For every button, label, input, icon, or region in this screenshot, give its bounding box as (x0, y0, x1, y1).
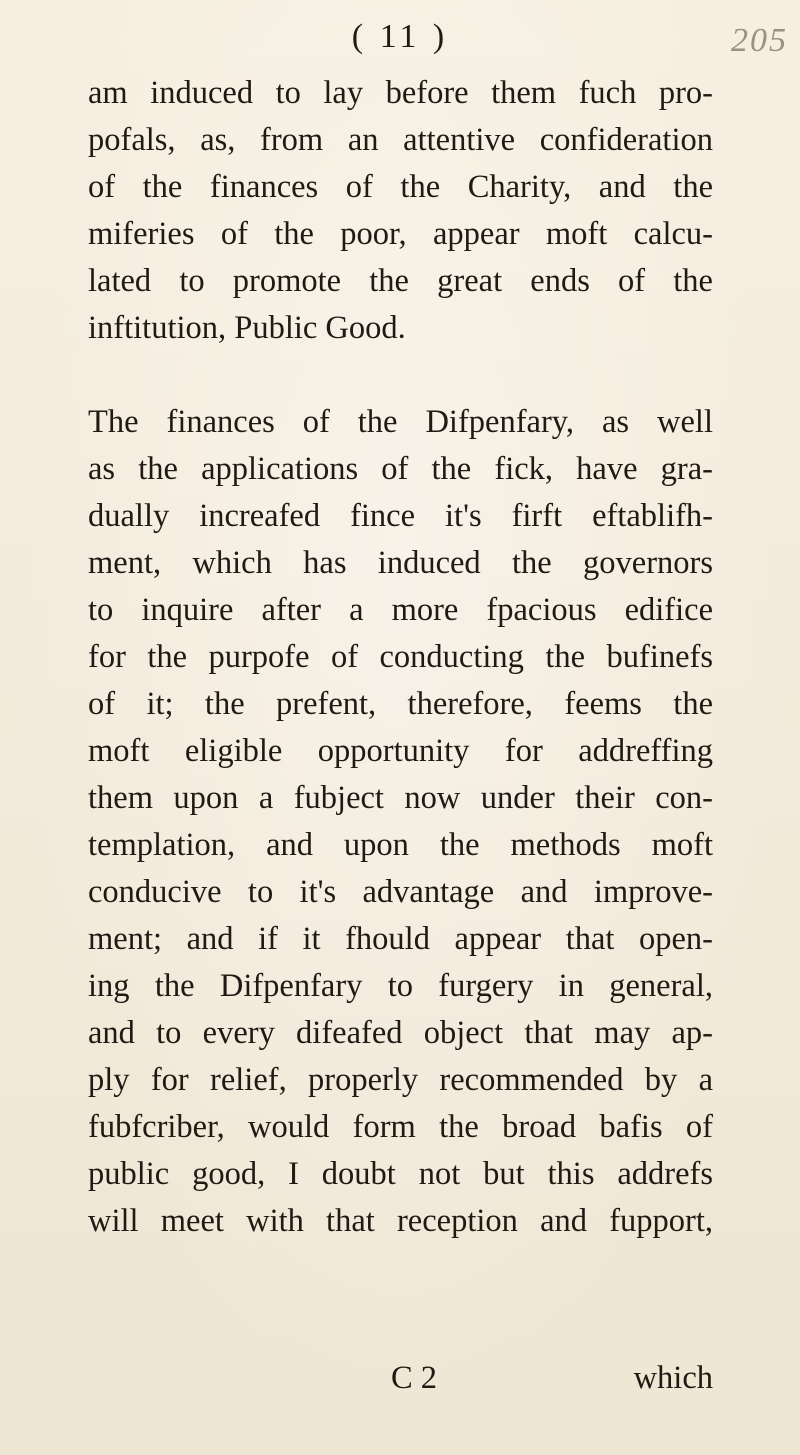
text-line: them upon a fubject now under their con- (88, 780, 713, 816)
text-line: dually increafed fince it's firft eftablifh- (88, 498, 713, 534)
signature-mark: C 2 (391, 1360, 438, 1396)
text-line: moft eligible opportunity for addreffing (88, 733, 713, 769)
text-line: fubfcriber, would form the broad bafis of (88, 1109, 713, 1145)
page-number: ( 11 ) (351, 18, 449, 55)
paragraph-gap (88, 352, 713, 399)
text-line: of the finances of the Charity, and the (88, 169, 713, 205)
text-line: The finances of the Difpenfary, as well (88, 404, 713, 440)
text-line: of it; the prefent, therefore, feems the (88, 686, 713, 722)
text-line: inftitution, Public Good. (88, 310, 406, 346)
text-line: pofals, as, from an attentive confideration (88, 122, 713, 158)
text-line: ment; and if it fhould appear that open- (88, 921, 713, 957)
text-line: lated to promote the great ends of the (88, 263, 713, 299)
text-line: ing the Difpenfary to furgery in general, (88, 968, 713, 1004)
text-line: miferies of the poor, appear moft calcu- (88, 216, 713, 252)
text-line: to inquire after a more fpacious edifice (88, 592, 713, 628)
text-line: ment, which has induced the governors (88, 545, 713, 581)
text-line: templation, and upon the methods moft (88, 827, 713, 863)
footer-catchline (88, 1355, 713, 1402)
text-line: for the purpofe of conducting the bufinefs (88, 639, 713, 675)
folio-mark: 205 (731, 22, 788, 59)
text-line: and to every difeafed object that may ap- (88, 1015, 713, 1051)
text-line: public good, I doubt not but this addrefs (88, 1156, 713, 1192)
body-text (88, 70, 713, 1245)
text-line: am induced to lay before them fuch pro- (88, 75, 713, 111)
page-header (0, 18, 800, 68)
paragraph-1 (88, 70, 713, 352)
text-line: as the applications of the fick, have gra- (88, 451, 713, 487)
text-line: conducive to it's advantage and improve- (88, 874, 713, 910)
text-line: will meet with that reception and fupport, (88, 1203, 713, 1239)
text-line: ply for relief, properly recommended by a (88, 1062, 713, 1098)
paragraph-2 (88, 399, 713, 1245)
catchword: which (633, 1360, 713, 1396)
